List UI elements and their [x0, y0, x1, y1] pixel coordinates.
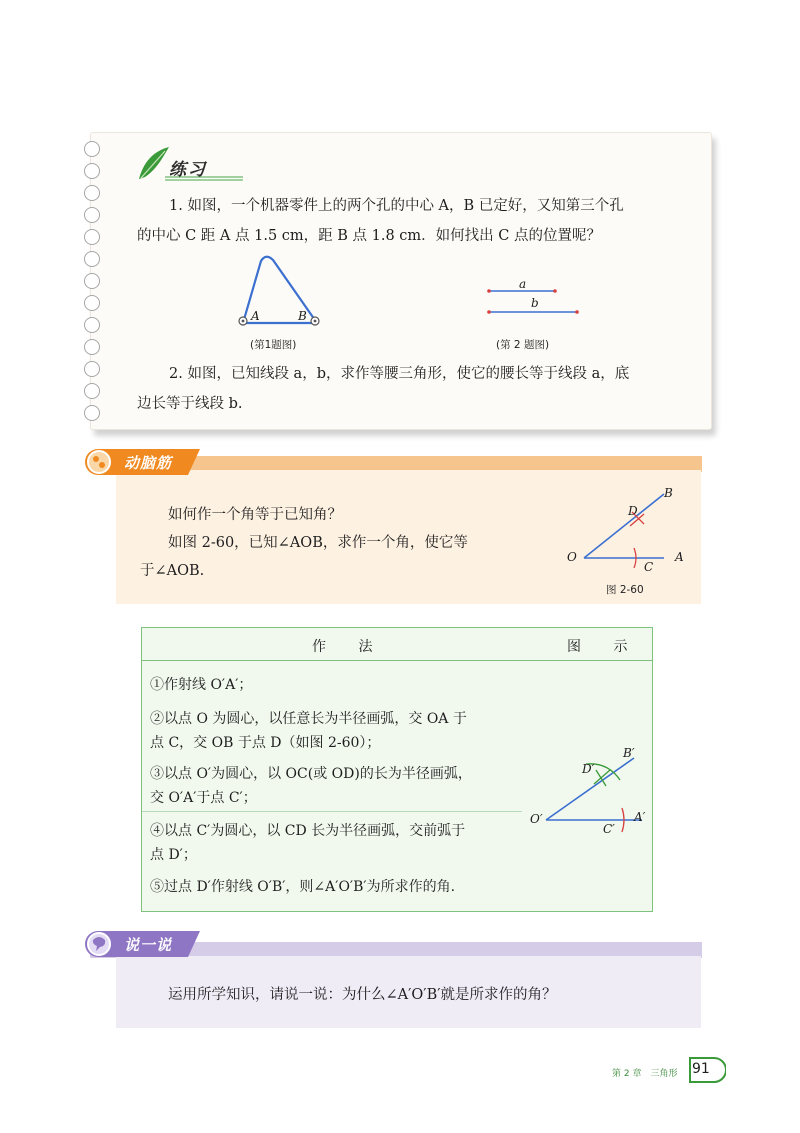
think-label-b: B: [664, 486, 673, 500]
column-header-diagram: 图 示: [567, 639, 642, 655]
think-label-a: A: [675, 550, 684, 564]
table-header-divider: [142, 660, 652, 661]
step-4-line-1: ④以点 C′为圆心，以 CD 长为半径画弧，交前弧于: [150, 823, 466, 839]
fig1-label-b: B: [298, 309, 307, 323]
fig1-label-a: A: [251, 309, 260, 323]
chapter-label: 第 2 章 三角形: [612, 1069, 678, 1079]
say-question: 运用所学知识，请说一说：为什么∠A′O′B′就是所求作的角？: [168, 987, 557, 1003]
method-label-d: D′: [582, 762, 595, 776]
say-badge-label: 说一说: [124, 936, 173, 954]
fig2-caption: (第 2 题图): [496, 339, 550, 351]
binder-ring: [84, 229, 100, 245]
binder-ring: [84, 295, 100, 311]
method-label-b: B′: [623, 746, 635, 760]
table-row-divider: [142, 811, 522, 812]
binder-ring: [84, 273, 100, 289]
binder-ring: [84, 405, 100, 421]
practice-title: 练习: [169, 160, 207, 180]
think-label-o: O: [567, 550, 577, 564]
method-label-o: O′: [530, 812, 543, 826]
binder-ring: [84, 317, 100, 333]
binder-ring: [84, 185, 100, 201]
think-label-c: C: [644, 560, 654, 574]
practice-card: [90, 132, 712, 430]
binder-ring: [84, 163, 100, 179]
question-2-line-2: 边长等于线段 b.: [137, 396, 243, 412]
fig1-caption: (第1题图): [250, 339, 297, 351]
step-2-line-2: 点 C，交 OB 于点 D（如图 2-60）；: [150, 735, 381, 751]
binder-ring: [84, 339, 100, 355]
binder-ring: [84, 383, 100, 399]
step-4-line-2: 点 D′；: [150, 847, 197, 863]
step-5: ⑤过点 D′作射线 O′B′，则∠A′O′B′为所求作的角.: [150, 879, 456, 895]
step-3-line-1: ③以点 O′为圆心，以 OC(或 OD)的长为半径画弧，: [150, 766, 472, 782]
step-1: ①作射线 O′A′；: [150, 677, 253, 693]
step-3-line-2: 交 O′A′于点 C′；: [150, 790, 257, 806]
construction-method-table: [141, 627, 653, 912]
step-2-line-1: ②以点 O 为圆心，以任意长为半径画弧，交 OA 于: [150, 711, 467, 727]
page-number: 91: [692, 1061, 710, 1077]
think-badge-label: 动脑筋: [124, 454, 173, 472]
binder-ring: [84, 141, 100, 157]
think-line-2: 如图 2-60，已知∠AOB，求作一个角，使它等: [168, 535, 468, 551]
think-line-1: 如何作一个角等于已知角？: [168, 507, 342, 523]
think-fig-caption: 图 2-60: [606, 584, 644, 596]
question-1-line-2: 的中心 C 距 A 点 1.5 cm，距 B 点 1.8 cm．如何找出 C 点的位置呢？: [137, 228, 601, 244]
fig2-label-a: a: [519, 277, 527, 291]
question-2-line-1: 2. 如图，已知线段 a，b，求作等腰三角形，使它的腰长等于线段 a，底: [169, 366, 630, 382]
figure-1-triangle: [231, 251, 331, 331]
column-header-method: 作 法: [312, 639, 387, 655]
question-1-line-1: 1. 如图，一个机器零件上的两个孔的中心 A，B 已定好，又知第三个孔: [169, 198, 624, 214]
binder-ring: [84, 207, 100, 223]
binder-ring: [84, 361, 100, 377]
binder-ring: [84, 251, 100, 267]
think-line-3: 于∠AOB.: [140, 563, 205, 579]
fig2-label-b: b: [531, 296, 539, 310]
method-label-a: A′: [634, 810, 646, 824]
method-label-c: C′: [603, 822, 615, 836]
think-label-d: D: [628, 504, 638, 518]
